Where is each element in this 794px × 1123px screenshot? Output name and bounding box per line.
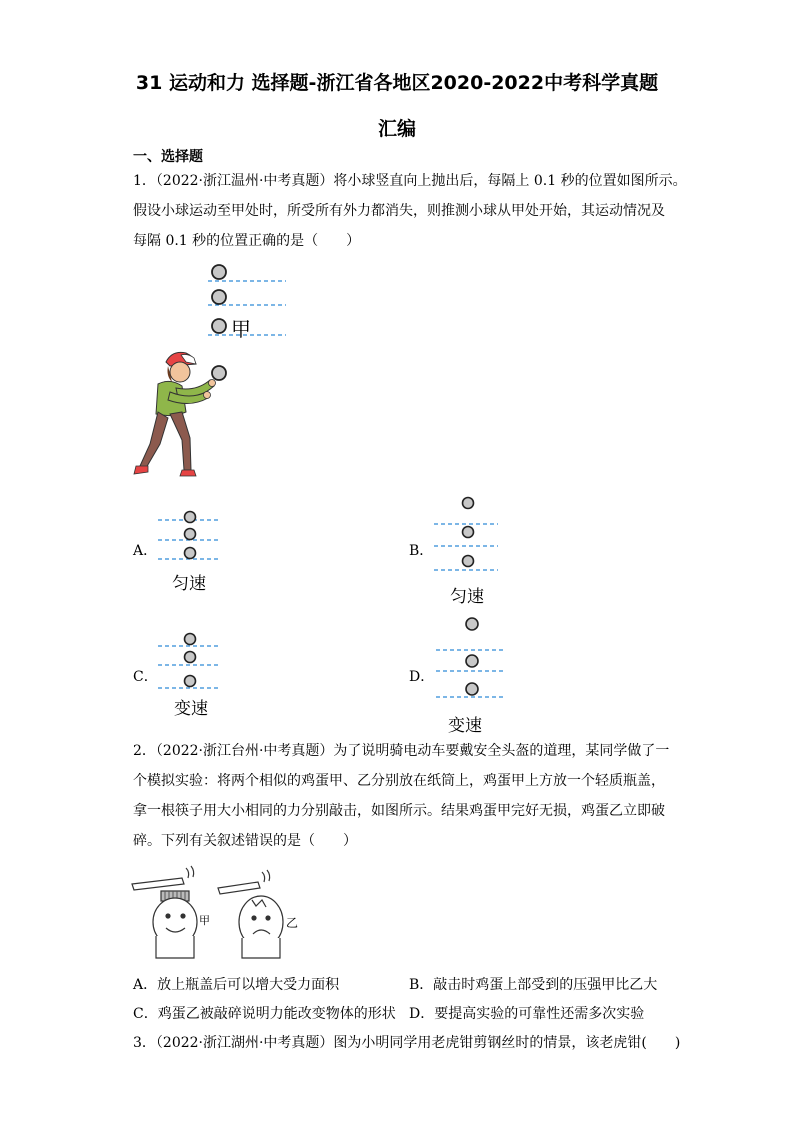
q2-line-4: 碎。下列有关叙述错误的是（ ） [133, 833, 357, 849]
q2-option-d[interactable]: D．要提高实验的可靠性还需多次实验 [409, 1006, 645, 1022]
option-b-figure [434, 498, 498, 571]
q1-figure-balls [212, 265, 226, 380]
q2-option-c[interactable]: C．鸡蛋乙被敲碎说明力能改变物体的形状 [133, 1006, 396, 1022]
q2-option-b[interactable]: B．敲击时鸡蛋上部受到的压强甲比乙大 [409, 977, 658, 993]
q2-line-1: 2．（2022·浙江台州·中考真题）为了说明骑电动车要戴安全头盔的道理，某同学做了一 [133, 743, 670, 759]
page-title-line2: 汇编 [377, 118, 416, 140]
option-c-figure [158, 634, 218, 689]
q3-line-1: 3．（2022·浙江湖州·中考真题）图为小明同学用老虎钳剪钢丝时的情景，该老虎钳( ) [133, 1035, 681, 1051]
q1-line-1: 1．（2022·浙江温州·中考真题）将小球竖直向上抛出后，每隔上 0.1 秒的位置如图所示。 [133, 173, 687, 189]
q2-line-3: 拿一根筷子用大小相同的力分别敲击，如图所示。结果鸡蛋甲完好无损，鸡蛋乙立即破 [133, 803, 665, 819]
boy-illustration [134, 352, 216, 476]
q1-line-3: 每隔 0.1 秒的位置正确的是（ ） [133, 233, 361, 249]
egg-label-yi: 乙 [286, 916, 299, 930]
option-b-caption: 匀速 [450, 587, 484, 607]
page-title: 31 运动和力 选择题-浙江省各地区2020-2022中考科学真题 [135, 72, 659, 94]
section-heading: 一、选择题 [133, 149, 203, 165]
option-c-label[interactable]: C． [133, 669, 158, 685]
egg-label-jia: 甲 [199, 914, 210, 927]
q1-figure-label-jia: 甲 [231, 317, 251, 341]
q2-line-2: 个模拟实验：将两个相似的鸡蛋甲、乙分别放在纸筒上，鸡蛋甲上方放一个轻质瓶盖， [133, 773, 665, 789]
option-a-figure [158, 512, 218, 560]
option-c-caption: 变速 [174, 699, 208, 719]
option-d-caption: 变速 [448, 716, 482, 736]
option-a-label[interactable]: A． [133, 543, 158, 559]
option-a-caption: 匀速 [172, 574, 206, 594]
option-d-figure [436, 618, 504, 697]
q1-line-2: 假设小球运动至甲处时，所受所有外力都消失，则推测小球从甲处开始，其运动情况及 [133, 203, 665, 219]
option-b-label[interactable]: B． [409, 543, 434, 559]
q2-option-a[interactable]: A．放上瓶盖后可以增大受力面积 [133, 977, 340, 993]
option-d-label[interactable]: D． [409, 669, 435, 685]
